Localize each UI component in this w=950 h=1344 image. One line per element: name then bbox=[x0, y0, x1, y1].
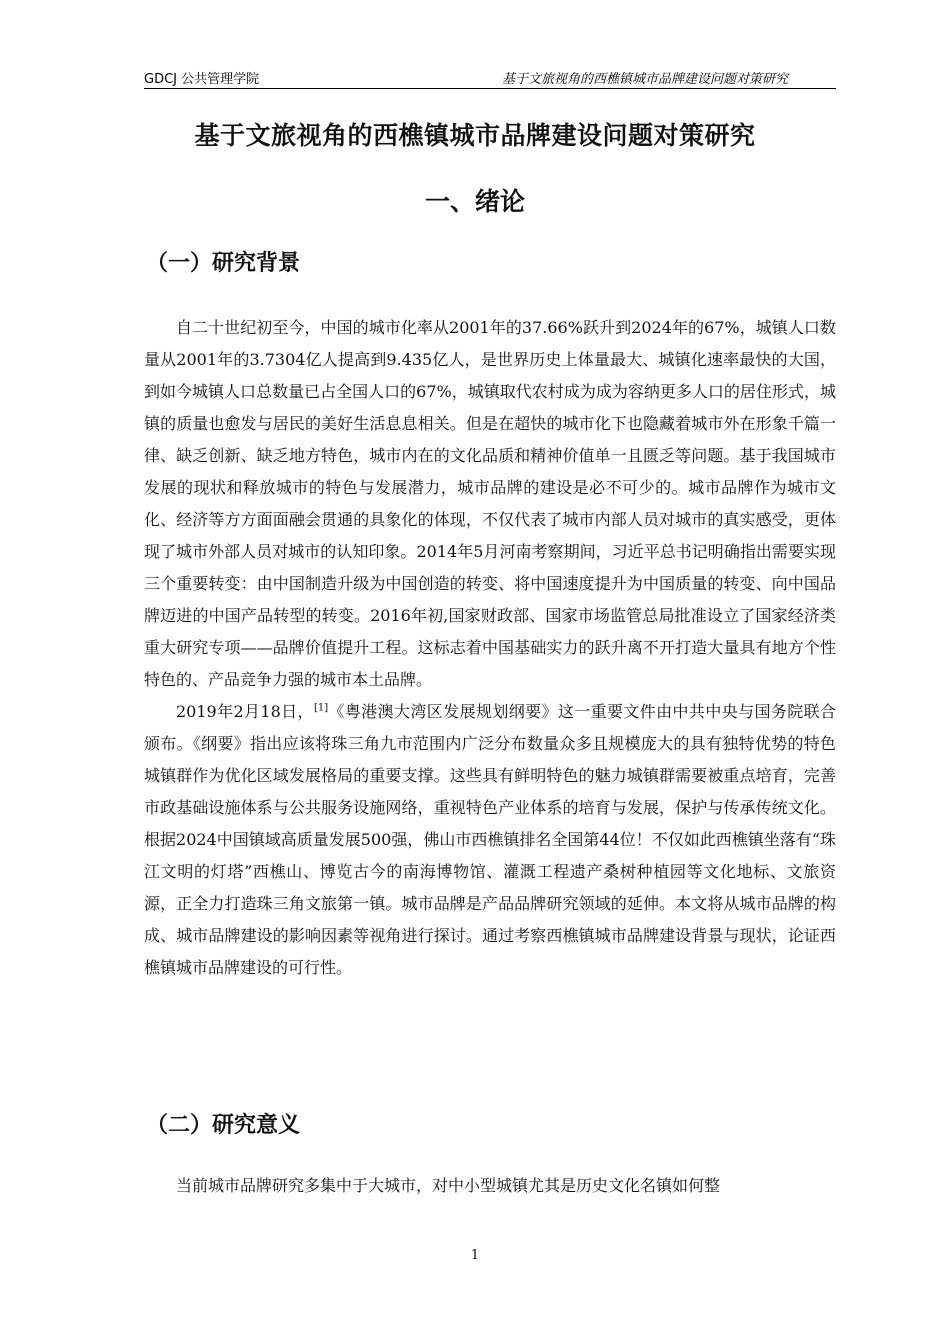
document-title: 基于文旅视角的西樵镇城市品牌建设问题对策研究 bbox=[194, 121, 756, 150]
section-heading-background: （一）研究背景 bbox=[146, 251, 301, 276]
chapter-title: 一、绪论 bbox=[424, 187, 525, 216]
running-header bbox=[144, 66, 836, 89]
header-doc-title: 基于文旅视角的西樵镇城市品牌建设问题对策研究 bbox=[501, 72, 788, 87]
paragraph-text: 2019年2月18日， bbox=[176, 702, 314, 721]
section-heading-significance: （二）研究意义 bbox=[146, 1113, 301, 1138]
paragraph bbox=[144, 696, 836, 984]
paragraph: 自二十世纪初至今，中国的城市化率从2001年的37.66%跃升到2024年的67%，城镇人口数量从2001年的3.7304亿人提高到9.435亿人，是世界历史上体量最大、城镇化速率最快的大国，到如今城镇人口总数量已占全国人口的67%，城镇取代农村成为成为容纳更多人口的居住形式，城镇的质量也愈发与居民的美好生活息息相关。但是在超快的城市化下也隐藏着城市外在形象千篇一律、缺乏创新、缺乏地方特色，城市内在的文化品质和精神价值单一且匮乏等问题。基于我国城市发展的现状和释放城市的特色与发展潜力，城市品牌的建设是必不可少的。城市品牌作为城市文化、经济等方方面面融会贯通的具象化的体现，不仅代表了城市内部人员对城市的真实感受，更体现了城市外部人员对城市的认知印象。2014年5月河南考察期间，习近平总书记明确指出需要实现三个重要转变：由中国制造升级为中国创造的转变、将中国速度提升为中国质量的转变、向中国品牌迈进的中国产品转型的转变。2016年初,国家财政部、国家市场监管总局批准设立了国家经济类重大研究专项——品牌价值提升工程。这标志着中国基础实力的跃升离不开打造大量具有地方个性特色的、产品竞争力强的城市本土品牌。 bbox=[144, 318, 836, 689]
paragraph-text: 《粤港澳大湾区发展规划纲要》这一重要文件由中共中央与国务院联合颁布。《纲要》指出应该将珠三角九市范围内广泛分布数量众多且规模庞大的具有独特优势的特色城镇群作为优化区域发展格局的重要支撑。这些具有鲜明特色的魅力城镇群需要被重点培育，完善市政基础设施体系与公共服务设施网络，重视特色产业体系的培育与发展，保护与传承传统文化。根据2024中国镇域高质量发展500强，佛山市西樵镇排名全国第44位！不仅如此西樵镇坐落有“珠江文明的灯塔”西樵山、博览古今的南海博物馆、灌溉工程遗产桑树种植园等文化地标、文旅资源，正全力打造珠三角文旅第一镇。城市品牌是产品品牌研究领域的延伸。本文将从城市品牌的构成、城市品牌建设的影响因素等视角进行探讨。通过考察西樵镇城市品牌建设背景与现状，论证西樵镇城市品牌建设的可行性。 bbox=[144, 702, 836, 977]
page-number: 1 bbox=[470, 1248, 480, 1263]
citation-marker[interactable]: [1] bbox=[313, 702, 329, 714]
paragraph: 当前城市品牌研究多集中于大城市，对中小型城镇尤其是历史文化名镇如何整 bbox=[176, 1176, 721, 1195]
section-body-significance bbox=[144, 1170, 836, 1202]
section-body-background bbox=[144, 312, 836, 984]
header-institution: GDCJ 公共管理学院 bbox=[144, 72, 260, 87]
